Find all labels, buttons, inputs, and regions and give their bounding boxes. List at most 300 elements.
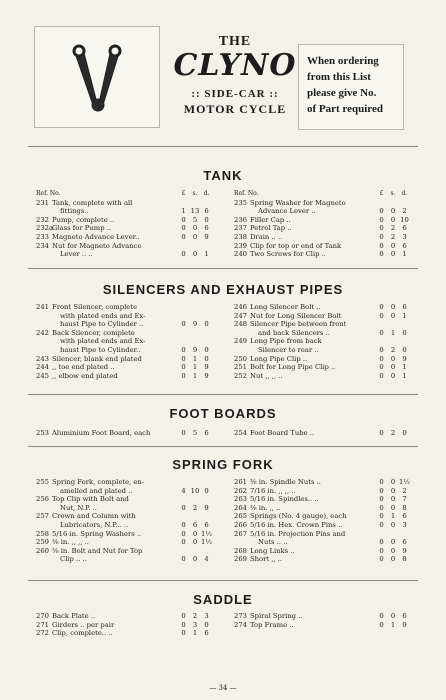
part-ref-number: 248 xyxy=(234,320,247,329)
part-price xyxy=(376,429,410,438)
price-shillings: 0 xyxy=(390,207,396,216)
list-item xyxy=(36,547,212,556)
list-item xyxy=(234,337,410,346)
price-pence: 9 xyxy=(204,363,209,372)
price-pence: 6 xyxy=(402,241,407,250)
list-item xyxy=(36,242,212,251)
price-pence: 1½ xyxy=(201,529,212,538)
price-shillings: 0 xyxy=(192,529,198,538)
price-shillings: 2 xyxy=(390,345,396,354)
price-shillings: 0 xyxy=(390,250,396,259)
price-shillings: 2 xyxy=(192,503,198,512)
part-ref-number: 264 xyxy=(234,503,247,512)
price-pence: 0 xyxy=(204,620,209,629)
price-pence: 1½ xyxy=(201,538,212,547)
part-price xyxy=(178,216,212,225)
brand-logo-wordmark: CLYNO xyxy=(173,48,297,83)
part-description: Back Silencer, complete xyxy=(52,328,135,337)
list-item xyxy=(36,250,212,259)
list-item xyxy=(234,372,410,381)
part-description: Pump, complete .. xyxy=(52,215,115,224)
list-item xyxy=(36,621,212,630)
list-item xyxy=(36,329,212,338)
price-pence: 6 xyxy=(204,224,209,233)
list-item xyxy=(234,621,410,630)
footboards-right-list xyxy=(234,429,410,438)
price-pence: 10 xyxy=(400,215,409,224)
price-pence: 0 xyxy=(204,215,209,224)
list-item xyxy=(234,320,410,329)
price-shillings: 1 xyxy=(192,629,198,638)
price-pounds: 0 xyxy=(379,620,384,629)
price-shillings: 0 xyxy=(390,503,396,512)
part-description: with plated ends and Ex- xyxy=(60,337,146,346)
price-pounds: 0 xyxy=(379,250,384,259)
part-price xyxy=(376,504,410,513)
list-item xyxy=(36,337,212,346)
divider xyxy=(28,268,418,269)
list-item xyxy=(36,629,212,638)
part-price xyxy=(178,612,212,621)
price-pounds: 0 xyxy=(181,520,186,529)
part-ref-number: 256 xyxy=(36,495,49,504)
part-price xyxy=(376,355,410,364)
price-pence: 6 xyxy=(402,224,407,233)
price-pence: 6 xyxy=(402,303,407,311)
list-item xyxy=(234,355,410,364)
list-item xyxy=(234,495,410,504)
price-pence: 2 xyxy=(402,486,407,495)
column-header-shillings: s. xyxy=(192,190,198,197)
saddle-left-list xyxy=(36,612,212,638)
fork-right-list xyxy=(234,478,410,564)
price-shillings: 1 xyxy=(192,371,198,380)
list-item xyxy=(36,487,212,496)
part-description: Silencer to rear .. xyxy=(258,345,319,354)
price-pence: 6 xyxy=(402,512,407,521)
part-price xyxy=(178,629,212,638)
price-pence: 1 xyxy=(204,250,209,259)
price-pounds: 0 xyxy=(181,354,186,363)
order-line: please give No. xyxy=(307,87,377,99)
section-title-spring-fork: SPRING FORK xyxy=(172,457,274,472)
page-number: — 34 — xyxy=(209,684,237,692)
part-ref-number: 232 xyxy=(36,215,49,224)
price-pence: 8 xyxy=(402,555,407,564)
column-header-shillings: s. xyxy=(390,190,396,197)
price-shillings: 0 xyxy=(390,555,396,564)
price-pence: 6 xyxy=(402,612,407,620)
part-ref-number: 258 xyxy=(36,529,49,538)
price-shillings: 0 xyxy=(390,546,396,555)
part-ref-number: 254 xyxy=(234,429,247,437)
part-ref-number: 257 xyxy=(36,512,49,521)
part-description: Clip for top or end of Tank xyxy=(250,241,342,250)
part-ref-number: 251 xyxy=(234,363,247,372)
list-item xyxy=(234,224,410,233)
list-item xyxy=(36,303,212,312)
part-ref-number: 243 xyxy=(36,354,49,363)
column-header xyxy=(36,190,212,199)
price-shillings: 0 xyxy=(390,215,396,224)
part-description: 7/16 in. ,, ,, .. xyxy=(250,486,296,495)
part-description: Top Clip with Bolt and xyxy=(52,495,129,504)
part-price xyxy=(376,495,410,504)
price-shillings: 0 xyxy=(390,478,396,486)
order-line: When ordering xyxy=(307,55,379,67)
list-item xyxy=(36,363,212,372)
part-description: Bolt for Long Pipe Clip .. xyxy=(250,363,336,372)
column-header xyxy=(234,190,410,199)
list-item xyxy=(36,207,212,216)
part-description: Glass for Pump .. xyxy=(52,224,112,233)
price-pence: 0 xyxy=(402,328,407,337)
price-pounds: 0 xyxy=(379,224,384,233)
part-price xyxy=(376,224,410,233)
page-header xyxy=(26,14,424,134)
part-ref-number: 261 xyxy=(234,478,247,486)
price-pounds: 0 xyxy=(379,371,384,380)
price-shillings: 9 xyxy=(192,345,198,354)
fork-left-list xyxy=(36,478,212,564)
list-item xyxy=(234,547,410,556)
price-shillings: 2 xyxy=(390,232,396,241)
part-description: Nut, N.P. .. xyxy=(60,503,97,512)
list-item xyxy=(234,530,410,539)
part-description: ⅜ in. Bolt and Nut for Top xyxy=(52,546,143,555)
part-price xyxy=(178,320,212,329)
price-shillings: 0 xyxy=(192,250,198,259)
part-price xyxy=(376,346,410,355)
part-ref-number: 274 xyxy=(234,620,247,629)
price-pounds: 0 xyxy=(181,503,186,512)
part-price xyxy=(178,621,212,630)
part-description: Crown and Column with xyxy=(52,512,136,521)
price-shillings: 2 xyxy=(390,224,396,233)
list-item xyxy=(234,242,410,251)
part-description: Lever .. .. xyxy=(60,250,93,259)
part-description: Lubricators, N.P... .. xyxy=(60,520,129,529)
price-pounds: 0 xyxy=(181,224,186,233)
price-pence: 8 xyxy=(402,503,407,512)
part-price xyxy=(178,224,212,233)
price-pounds: 0 xyxy=(379,520,384,529)
part-price xyxy=(178,250,212,259)
price-shillings: 3 xyxy=(192,620,198,629)
part-ref-number: 253 xyxy=(36,429,49,437)
part-ref-number: 252 xyxy=(234,371,247,380)
footboards-left-list xyxy=(36,429,212,438)
price-pence: 1½ xyxy=(399,478,410,486)
part-ref-number: 232a xyxy=(36,224,54,233)
part-price xyxy=(376,621,410,630)
price-shillings: 2 xyxy=(192,612,198,620)
part-description: Nuts .. .. xyxy=(258,538,288,547)
price-shillings: 0 xyxy=(390,354,396,363)
part-description: Top Frame .. xyxy=(250,620,294,629)
list-item xyxy=(234,207,410,216)
part-description: Drain .. .. xyxy=(250,232,283,241)
price-pence: 7 xyxy=(402,495,407,504)
price-shillings: 1 xyxy=(192,354,198,363)
price-pounds: 0 xyxy=(379,503,384,512)
part-price xyxy=(376,487,410,496)
price-pounds: 0 xyxy=(379,241,384,250)
price-shillings: 5 xyxy=(192,429,198,437)
price-shillings: 6 xyxy=(192,520,198,529)
part-description: ,, toe end plated .. xyxy=(52,363,115,372)
price-pence: 9 xyxy=(204,503,209,512)
divider xyxy=(28,580,418,581)
list-item xyxy=(36,199,212,208)
price-pounds: 0 xyxy=(379,232,384,241)
price-pounds: 0 xyxy=(379,546,384,555)
part-price xyxy=(376,547,410,556)
price-pounds: 0 xyxy=(181,345,186,354)
price-pounds: 0 xyxy=(379,429,384,437)
part-description: Back Plate .. xyxy=(52,612,96,620)
list-item xyxy=(234,555,410,564)
part-price xyxy=(376,521,410,530)
saddle-right-list xyxy=(234,612,410,629)
part-description: Long Pipe Clip .. xyxy=(250,354,308,363)
price-shillings: 1 xyxy=(390,328,396,337)
price-pence: 0 xyxy=(402,429,407,437)
part-description: haust Pipe to Cylinder.. xyxy=(60,345,141,354)
list-item xyxy=(234,487,410,496)
part-ref-number: 245 xyxy=(36,371,49,380)
part-description: Spring Fork, complete, en- xyxy=(52,478,145,486)
price-shillings: 0 xyxy=(390,371,396,380)
part-ref-number: 250 xyxy=(234,354,247,363)
price-pounds: 0 xyxy=(181,538,186,547)
part-ref-number: 271 xyxy=(36,620,49,629)
part-ref-number: 266 xyxy=(234,520,247,529)
part-description: Short ,, .. xyxy=(250,555,283,564)
part-description: Aluminium Foot Board, each xyxy=(52,429,151,437)
tank-right-list xyxy=(234,190,410,259)
list-item xyxy=(234,346,410,355)
part-price xyxy=(178,521,212,530)
price-pence: 9 xyxy=(402,546,407,555)
part-description: Spring Washer for Magneto xyxy=(250,198,346,207)
price-pounds: 0 xyxy=(379,363,384,372)
price-pounds: 0 xyxy=(181,529,186,538)
part-price xyxy=(376,612,410,621)
column-header-price xyxy=(178,190,212,199)
list-item xyxy=(36,320,212,329)
price-pounds: 4 xyxy=(181,486,186,495)
section-title-silencers: SILENCERS AND EXHAUST PIPES xyxy=(102,282,344,297)
part-price xyxy=(376,233,410,242)
column-header-pence: d. xyxy=(203,190,210,197)
part-description: Long Pipe from back xyxy=(250,337,322,346)
price-shillings: 0 xyxy=(390,612,396,620)
part-ref-number: 234 xyxy=(36,241,49,250)
section-title-tank: TANK xyxy=(203,168,243,183)
part-price xyxy=(178,372,212,381)
brand-block xyxy=(160,28,310,128)
part-price xyxy=(376,363,410,372)
part-description: ,, elbow end plated xyxy=(52,371,118,380)
price-pence: 9 xyxy=(402,354,407,363)
column-header-pence: d. xyxy=(401,190,408,197)
price-pence: 9 xyxy=(402,620,407,629)
list-item xyxy=(234,429,410,438)
list-item xyxy=(234,478,410,487)
part-description: Nut for Long Silencer Bolt xyxy=(250,311,342,320)
price-shillings: 0 xyxy=(390,486,396,495)
price-pence: 1 xyxy=(402,311,407,320)
list-item xyxy=(234,504,410,513)
part-description: and back Silencers .. xyxy=(258,328,330,337)
list-item xyxy=(36,521,212,530)
part-ref-number: 265 xyxy=(234,512,247,521)
list-item xyxy=(234,233,410,242)
part-description: fittings.. xyxy=(60,207,89,216)
part-description: Filler Cap .. xyxy=(250,215,291,224)
price-pounds: 0 xyxy=(181,371,186,380)
part-description: Tank, complete with all xyxy=(52,198,133,207)
price-pence: 9 xyxy=(204,232,209,241)
price-pounds: 0 xyxy=(379,311,384,320)
price-shillings: 0 xyxy=(390,363,396,372)
part-description: Front Silencer, complete xyxy=(52,303,138,311)
list-item xyxy=(36,312,212,321)
section-title-footboards: FOOT BOARDS xyxy=(169,406,277,421)
price-pence: 4 xyxy=(204,555,209,564)
price-pence: 0 xyxy=(204,354,209,363)
column-header-pounds: £ xyxy=(379,190,384,197)
price-pounds: 0 xyxy=(379,478,384,486)
silencers-left-list xyxy=(36,303,212,380)
part-price xyxy=(376,312,410,321)
part-price xyxy=(178,530,212,539)
part-ref-number: 242 xyxy=(36,328,49,337)
list-item xyxy=(234,312,410,321)
price-pence: 1 xyxy=(402,363,407,372)
price-pence: 6 xyxy=(204,429,209,437)
price-shillings: 0 xyxy=(192,232,198,241)
price-pounds: 0 xyxy=(379,538,384,547)
list-item xyxy=(36,233,212,242)
price-pence: 2 xyxy=(402,207,407,216)
part-price xyxy=(376,372,410,381)
price-pounds: 0 xyxy=(181,620,186,629)
part-ref-number: 273 xyxy=(234,612,247,620)
silencers-right-list xyxy=(234,303,410,380)
price-shillings: 9 xyxy=(192,320,198,329)
price-shillings: 13 xyxy=(190,207,200,216)
price-pence: 6 xyxy=(204,520,209,529)
price-shillings: 0 xyxy=(390,303,396,311)
price-pounds: 0 xyxy=(379,612,384,620)
part-ref-number: 269 xyxy=(234,555,247,564)
price-pounds: 0 xyxy=(181,320,186,329)
price-pounds: 0 xyxy=(181,629,186,638)
section-title-saddle: SADDLE xyxy=(193,592,253,607)
part-price xyxy=(376,303,410,312)
list-item xyxy=(36,346,212,355)
price-shillings: 0 xyxy=(390,520,396,529)
part-ref-number: 233 xyxy=(36,232,49,241)
part-ref-number: 272 xyxy=(36,629,49,638)
price-pounds: 0 xyxy=(379,215,384,224)
part-ref-number: 260 xyxy=(36,546,49,555)
part-price xyxy=(178,355,212,364)
divider xyxy=(28,146,418,147)
part-price xyxy=(178,346,212,355)
part-price xyxy=(178,538,212,547)
list-item xyxy=(234,216,410,225)
divider xyxy=(28,394,418,395)
list-item xyxy=(36,224,212,233)
price-pounds: 0 xyxy=(181,232,186,241)
part-ref-number: 263 xyxy=(234,495,247,504)
list-item xyxy=(234,538,410,547)
price-pence: 0 xyxy=(204,345,209,354)
price-pounds: 0 xyxy=(181,429,186,437)
ordering-notice xyxy=(298,44,404,130)
price-shillings: 0 xyxy=(192,555,198,564)
brand-motor-cycle: MOTOR CYCLE xyxy=(183,102,287,116)
price-pounds: 0 xyxy=(379,207,384,216)
part-ref-number: 259 xyxy=(36,538,49,547)
price-pence: 0 xyxy=(204,320,209,329)
list-item xyxy=(234,512,410,521)
price-pounds: 0 xyxy=(379,354,384,363)
part-ref-number: 268 xyxy=(234,546,247,555)
list-item xyxy=(36,216,212,225)
price-pence: 3 xyxy=(204,612,209,620)
price-pounds: 0 xyxy=(379,303,384,311)
price-pounds: 0 xyxy=(181,250,186,259)
part-description: Springs (No. 4 gauge), each xyxy=(250,512,347,521)
list-item xyxy=(36,512,212,521)
column-header-ref: Ref. No. xyxy=(234,190,259,197)
part-price xyxy=(376,242,410,251)
list-item xyxy=(36,355,212,364)
price-shillings: 1 xyxy=(390,620,396,629)
list-item xyxy=(36,530,212,539)
price-pounds: 1 xyxy=(181,207,186,216)
price-pence: 6 xyxy=(204,207,209,216)
order-line: of Part required xyxy=(307,103,383,115)
price-pence: 0 xyxy=(402,345,407,354)
part-description: haust Pipe to Cylinder .. xyxy=(60,320,144,329)
part-description: Long Links .. xyxy=(250,546,295,555)
part-ref-number: 238 xyxy=(234,232,247,241)
part-price xyxy=(376,216,410,225)
price-pounds: 0 xyxy=(379,495,384,504)
part-price xyxy=(376,538,410,547)
part-description: 5/16 in. Spring Washers .. xyxy=(52,529,142,538)
part-description: Petrol Tap .. xyxy=(250,224,292,233)
part-ref-number: 240 xyxy=(234,250,247,259)
price-pounds: 0 xyxy=(181,555,186,564)
part-description: ⅜ in. Spindle Nuts .. xyxy=(250,478,321,486)
part-description: Advance Lever .. xyxy=(258,207,316,216)
divider xyxy=(28,446,418,447)
price-pounds: 0 xyxy=(181,215,186,224)
part-description: Two Screws for Clip .. xyxy=(250,250,326,259)
part-ref-number: 262 xyxy=(234,486,247,495)
part-description: Girders .. per pair xyxy=(52,620,115,629)
part-ref-number: 231 xyxy=(36,198,49,207)
price-shillings: 0 xyxy=(390,538,396,547)
part-description: 5/16 in. Hex. Crown Pins .. xyxy=(250,520,343,529)
price-pounds: 0 xyxy=(181,363,186,372)
